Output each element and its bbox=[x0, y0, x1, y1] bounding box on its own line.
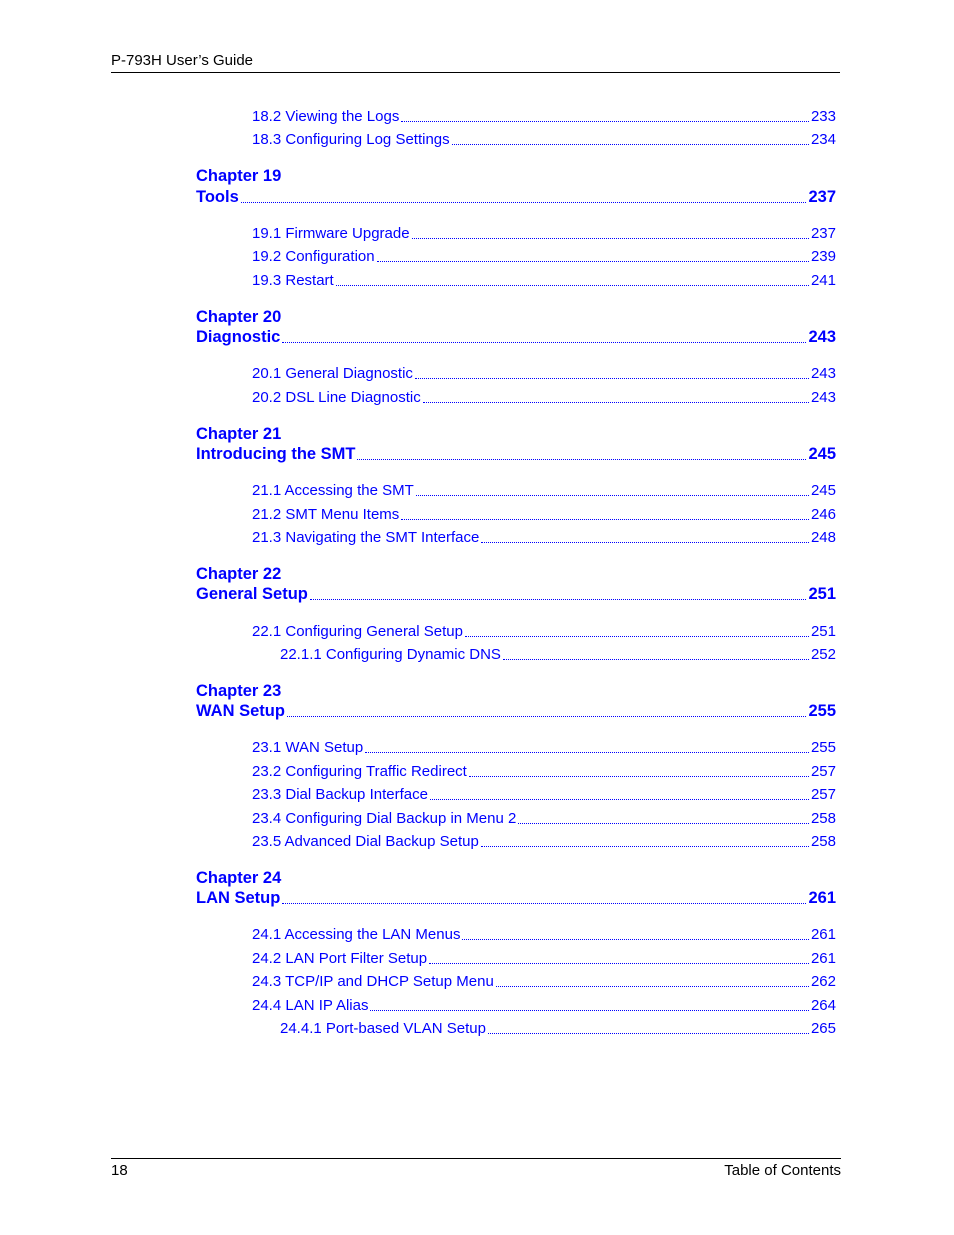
dot-leader bbox=[357, 459, 806, 460]
entry-page: 264 bbox=[810, 997, 836, 1014]
toc-chapter-entry[interactable] bbox=[196, 327, 836, 347]
entry-title: General Setup bbox=[196, 585, 308, 603]
page-number: 18 bbox=[111, 1162, 128, 1179]
entry-page: 265 bbox=[810, 1020, 836, 1037]
guide-title: P-793H User’s Guide bbox=[111, 52, 254, 69]
dot-leader bbox=[423, 402, 809, 403]
entry-page: 234 bbox=[810, 131, 836, 148]
chapter-label[interactable]: Chapter 23 bbox=[196, 682, 282, 700]
dot-leader bbox=[241, 202, 807, 203]
entry-page: 241 bbox=[810, 272, 836, 289]
toc-section-entry[interactable] bbox=[252, 833, 836, 851]
entry-page: 258 bbox=[810, 833, 836, 850]
entry-title: 20.1 General Diagnostic bbox=[252, 365, 413, 382]
chapter-label[interactable]: Chapter 19 bbox=[196, 167, 282, 185]
entry-title: Diagnostic bbox=[196, 328, 281, 346]
entry-title: 19.1 Firmware Upgrade bbox=[252, 225, 410, 242]
dot-leader bbox=[430, 799, 809, 800]
entry-title: 24.2 LAN Port Filter Setup bbox=[252, 950, 428, 967]
entry-page: 251 bbox=[808, 585, 836, 603]
toc-section-entry[interactable] bbox=[252, 810, 836, 828]
toc-section-entry[interactable] bbox=[252, 389, 836, 407]
entry-title: 24.4.1 Port-based VLAN Setup bbox=[280, 1020, 486, 1037]
dot-leader bbox=[310, 599, 807, 600]
entry-title: 21.2 SMT Menu Items bbox=[252, 506, 400, 523]
dot-leader bbox=[377, 261, 809, 262]
entry-page: 251 bbox=[810, 623, 836, 640]
entry-title: Introducing the SMT bbox=[196, 445, 356, 463]
dot-leader bbox=[401, 519, 809, 520]
entry-page: 261 bbox=[808, 889, 836, 907]
toc-section-entry[interactable] bbox=[252, 950, 836, 968]
toc-section-entry[interactable] bbox=[252, 131, 836, 149]
entry-page: 257 bbox=[810, 763, 836, 780]
dot-leader bbox=[452, 144, 809, 145]
entry-page: 237 bbox=[808, 188, 836, 206]
dot-leader bbox=[429, 963, 809, 964]
entry-title: LAN Setup bbox=[196, 889, 281, 907]
entry-page: 245 bbox=[808, 445, 836, 463]
toc-subsection-entry[interactable] bbox=[280, 1020, 836, 1038]
toc-section-entry[interactable] bbox=[252, 225, 836, 243]
entry-page: 252 bbox=[810, 646, 836, 663]
dot-leader bbox=[282, 903, 806, 904]
chapter-label[interactable]: Chapter 21 bbox=[196, 425, 282, 443]
chapter-label[interactable]: Chapter 20 bbox=[196, 308, 282, 326]
toc-section-entry[interactable] bbox=[252, 529, 836, 547]
dot-leader bbox=[488, 1033, 809, 1034]
entry-title: 21.1 Accessing the SMT bbox=[252, 482, 414, 499]
entry-title: WAN Setup bbox=[196, 702, 285, 720]
dot-leader bbox=[416, 495, 809, 496]
entry-title: 24.1 Accessing the LAN Menus bbox=[252, 926, 461, 943]
toc-chapter-entry[interactable] bbox=[196, 701, 836, 721]
entry-page: 248 bbox=[810, 529, 836, 546]
toc-chapter-entry[interactable] bbox=[196, 888, 836, 908]
entry-title: 24.3 TCP/IP and DHCP Setup Menu bbox=[252, 973, 494, 990]
dot-leader bbox=[415, 378, 809, 379]
entry-page: 245 bbox=[810, 482, 836, 499]
toc-section-entry[interactable] bbox=[252, 623, 836, 641]
toc-section-entry[interactable] bbox=[252, 506, 836, 524]
toc-section-entry[interactable] bbox=[252, 763, 836, 781]
dot-leader bbox=[401, 121, 809, 122]
entry-page: 239 bbox=[810, 248, 836, 265]
toc-section-entry[interactable] bbox=[252, 108, 836, 126]
entry-page: 237 bbox=[810, 225, 836, 242]
entry-title: 22.1 Configuring General Setup bbox=[252, 623, 463, 640]
entry-title: 18.2 Viewing the Logs bbox=[252, 108, 400, 125]
dot-leader bbox=[462, 939, 809, 940]
dot-leader bbox=[412, 238, 809, 239]
entry-title: 20.2 DSL Line Diagnostic bbox=[252, 389, 421, 406]
entry-title: 21.3 Navigating the SMT Interface bbox=[252, 529, 480, 546]
entry-title: 23.1 WAN Setup bbox=[252, 739, 364, 756]
entry-title: 18.3 Configuring Log Settings bbox=[252, 131, 450, 148]
chapter-label[interactable]: Chapter 24 bbox=[196, 869, 282, 887]
dot-leader bbox=[481, 846, 809, 847]
toc-section-entry[interactable] bbox=[252, 248, 836, 266]
dot-leader bbox=[365, 752, 809, 753]
entry-title: 23.2 Configuring Traffic Redirect bbox=[252, 763, 467, 780]
entry-page: 246 bbox=[810, 506, 836, 523]
dot-leader bbox=[518, 823, 809, 824]
entry-title: 23.5 Advanced Dial Backup Setup bbox=[252, 833, 479, 850]
entry-page: 243 bbox=[810, 365, 836, 382]
dot-leader bbox=[465, 636, 809, 637]
entry-page: 261 bbox=[810, 926, 836, 943]
running-footer bbox=[111, 1158, 841, 1179]
entry-page: 262 bbox=[810, 973, 836, 990]
dot-leader bbox=[287, 716, 807, 717]
chapter-label[interactable]: Chapter 22 bbox=[196, 565, 282, 583]
entry-page: 258 bbox=[810, 810, 836, 827]
toc-section-entry[interactable] bbox=[252, 482, 836, 500]
entry-page: 255 bbox=[808, 702, 836, 720]
toc-section-entry[interactable] bbox=[252, 973, 836, 991]
entry-title: Tools bbox=[196, 188, 239, 206]
entry-title: 19.3 Restart bbox=[252, 272, 334, 289]
entry-page: 261 bbox=[810, 950, 836, 967]
dot-leader bbox=[336, 285, 809, 286]
dot-leader bbox=[481, 542, 809, 543]
toc-section-entry[interactable] bbox=[252, 926, 836, 944]
dot-leader bbox=[282, 342, 806, 343]
toc-subsection-entry[interactable] bbox=[280, 646, 836, 664]
dot-leader bbox=[370, 1010, 809, 1011]
entry-page: 233 bbox=[810, 108, 836, 125]
entry-title: 24.4 LAN IP Alias bbox=[252, 997, 369, 1014]
toc-section-entry[interactable] bbox=[252, 365, 836, 383]
toc-chapter-entry[interactable] bbox=[196, 187, 836, 207]
entry-page: 257 bbox=[810, 786, 836, 803]
toc-chapter-entry[interactable] bbox=[196, 444, 836, 464]
toc-section-entry[interactable] bbox=[252, 997, 836, 1015]
entry-title: 23.4 Configuring Dial Backup in Menu 2 bbox=[252, 810, 517, 827]
toc-section-entry[interactable] bbox=[252, 739, 836, 757]
footer-section: Table of Contents bbox=[724, 1162, 841, 1179]
toc-section-entry[interactable] bbox=[252, 272, 836, 290]
toc-section-entry[interactable] bbox=[252, 786, 836, 804]
entry-page: 243 bbox=[810, 389, 836, 406]
entry-page: 243 bbox=[808, 328, 836, 346]
entry-title: 23.3 Dial Backup Interface bbox=[252, 786, 428, 803]
dot-leader bbox=[503, 659, 809, 660]
entry-title: 22.1.1 Configuring Dynamic DNS bbox=[280, 646, 501, 663]
dot-leader bbox=[496, 986, 809, 987]
entry-page: 255 bbox=[810, 739, 836, 756]
toc-chapter-entry[interactable] bbox=[196, 584, 836, 604]
dot-leader bbox=[469, 776, 809, 777]
entry-title: 19.2 Configuration bbox=[252, 248, 375, 265]
